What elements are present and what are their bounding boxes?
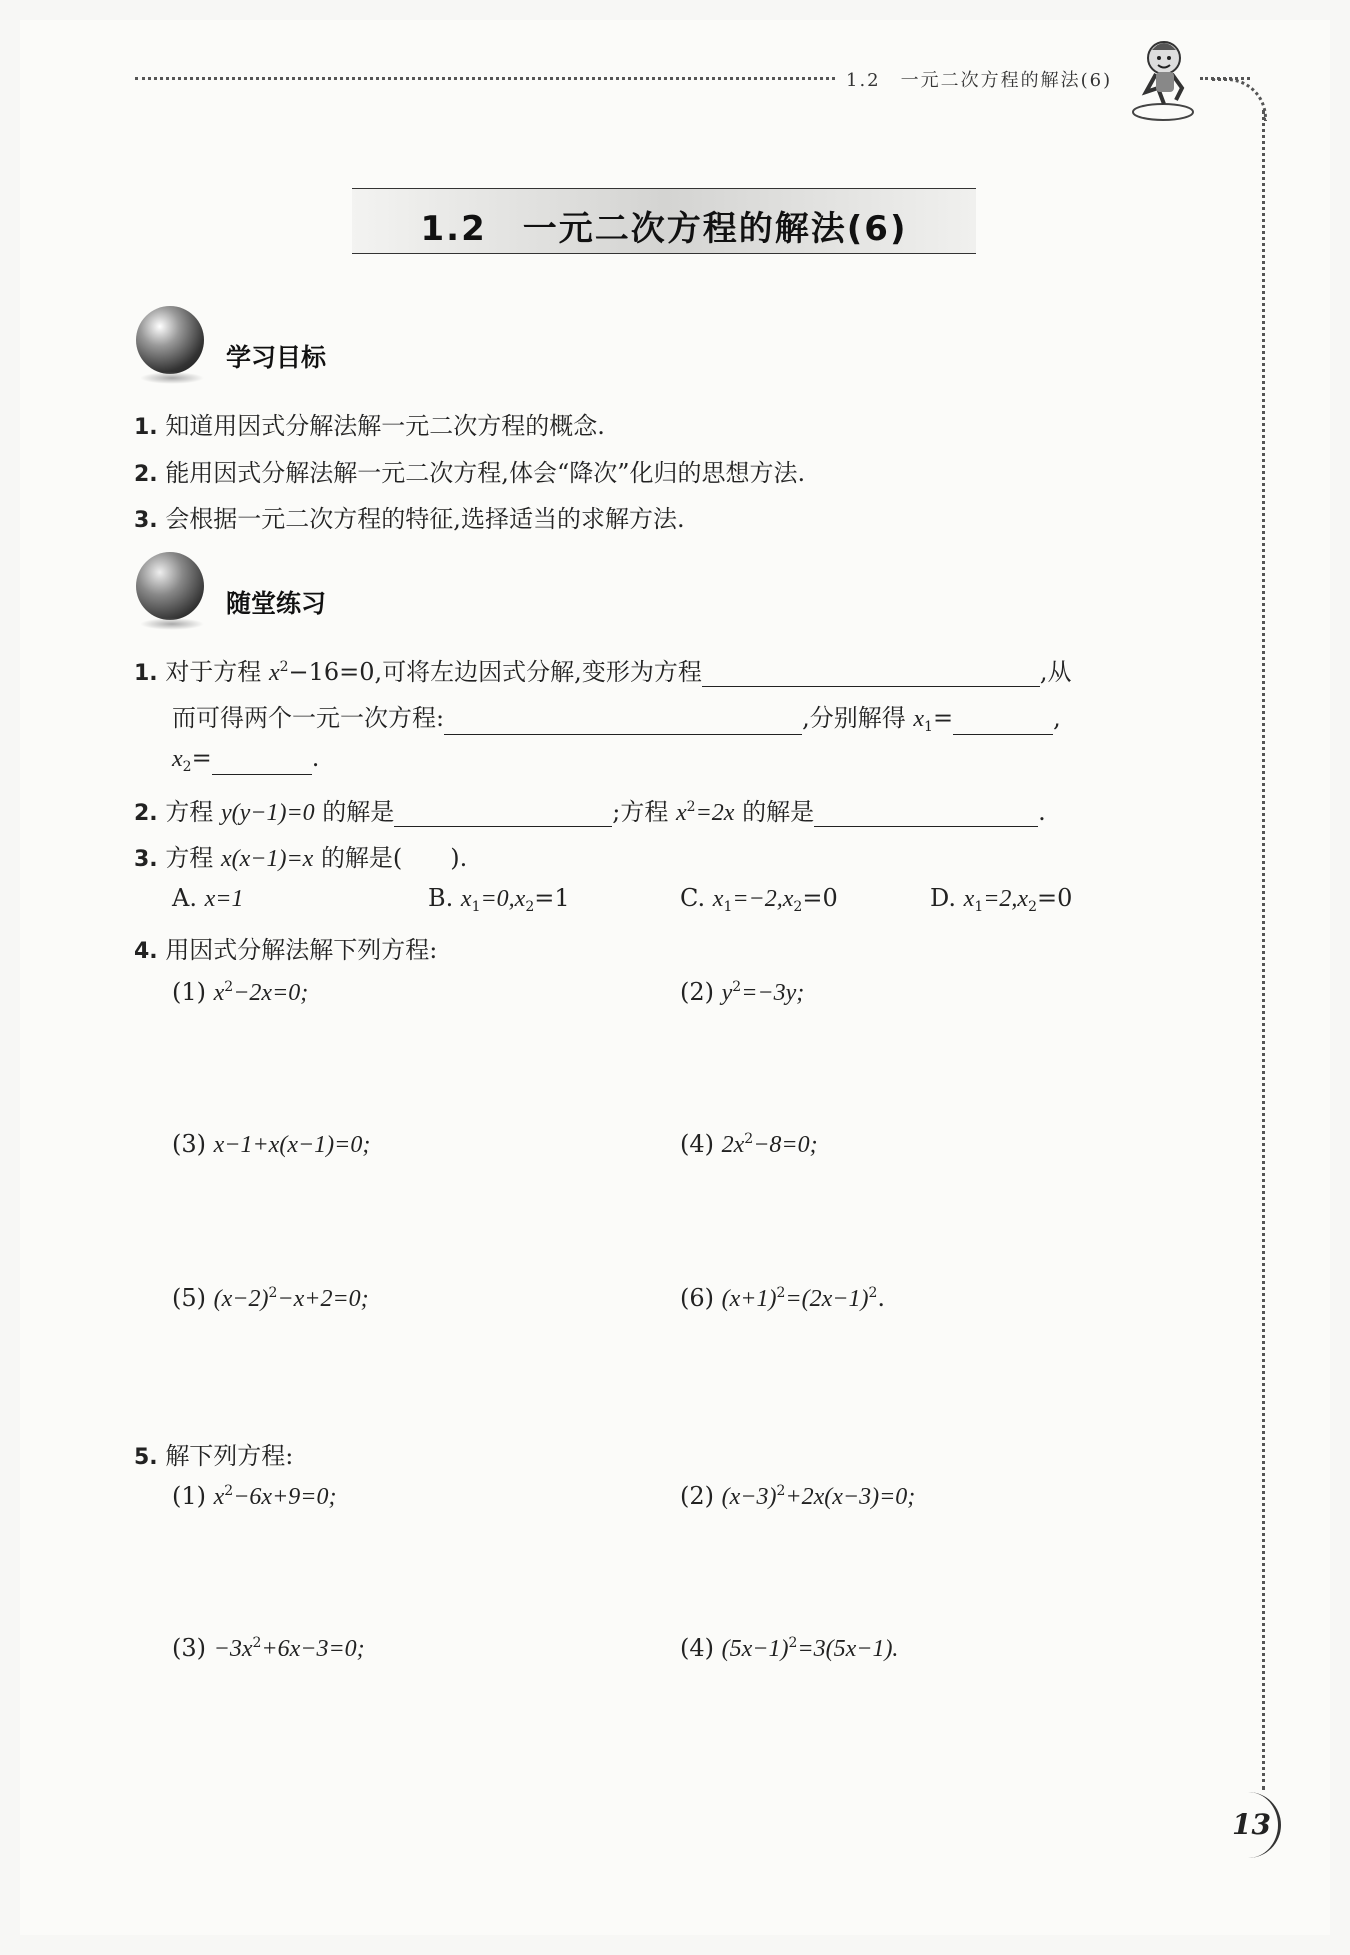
q4-part: (6) $(x+1)^2=(2x-1)^2$. — [680, 1284, 885, 1312]
page-number: 13 — [1232, 1808, 1271, 1841]
answer-blank[interactable] — [394, 800, 612, 827]
objectives-sphere-icon — [136, 306, 204, 374]
option-c[interactable]: C. $x_1=-2,x_2=0$ — [680, 884, 838, 915]
option-b[interactable]: B. $x_1=0,x_2=1$ — [428, 884, 570, 915]
objective-item: 3. 会根据一元二次方程的特征,选择适当的求解方法. — [134, 505, 685, 533]
question-5: 5. 解下列方程: — [134, 1442, 294, 1470]
objective-item: 2. 能用因式分解法解一元二次方程,体会“降次”化归的思想方法. — [134, 459, 806, 487]
q4-part: (2) $y^2=-3y$; — [680, 978, 805, 1006]
q5-part: (2) $(x-3)^2+2x(x-3)=0$; — [680, 1482, 916, 1510]
question-1-line-3: $x_2=$ . — [172, 744, 320, 775]
option-a[interactable]: A. x=1 — [172, 884, 244, 912]
q4-part: (3) x−1+x(x−1)=0; — [172, 1130, 371, 1158]
question-2: 2. 方程 y(y−1)=0 的解是 ;方程 $x^2=2x$ 的解是 . — [134, 798, 1046, 826]
question-1-line-1: 1. 对于方程 $x^2-16=0$,可将左边因式分解,变形为方程 ,从 — [134, 658, 1072, 686]
header-rule — [135, 77, 835, 80]
answer-blank[interactable] — [212, 748, 312, 775]
q5-part: (4) $(5x-1)^2=3(5x-1)$. — [680, 1634, 899, 1662]
q5-part: (1) $x^2-6x+9=0$; — [172, 1482, 337, 1510]
option-d[interactable]: D. $x_1=2,x_2=0$ — [930, 884, 1073, 915]
sphere-shadow — [140, 618, 204, 630]
practice-heading: 随堂练习 — [226, 589, 327, 618]
answer-blank[interactable] — [814, 800, 1038, 827]
objectives-heading: 学习目标 — [226, 343, 327, 372]
mascot-icon — [1118, 36, 1208, 126]
q4-part: (4) $2x^2-8=0$; — [680, 1130, 818, 1158]
answer-blank[interactable] — [953, 708, 1053, 735]
section-title: 1.2 一元二次方程的解法(6) — [420, 209, 908, 249]
running-title: 1.2 一元二次方程的解法(6) — [846, 70, 1113, 91]
answer-blank[interactable] — [702, 660, 1040, 687]
question-3: 3. 方程 x(x−1)=x 的解是( ). — [134, 844, 468, 872]
q5-part: $(3) -3x^2+6x-3=0$; — [172, 1634, 365, 1662]
section-title-box — [352, 188, 976, 254]
question-1-line-2: 而可得两个一元一次方程: ,分别解得 $x_1=$ , — [172, 704, 1061, 735]
q4-part: (1) $x^2-2x=0$; — [172, 978, 309, 1006]
practice-globe-icon — [136, 552, 204, 620]
sphere-shadow — [140, 372, 204, 384]
question-4: 4. 用因式分解法解下列方程: — [134, 936, 438, 964]
q4-part: (5) $(x-2)^2-x+2=0$; — [172, 1284, 369, 1312]
answer-blank[interactable] — [444, 708, 802, 735]
objective-item: 1. 知道用因式分解法解一元二次方程的概念. — [134, 412, 605, 440]
margin-rule — [1262, 110, 1265, 1790]
